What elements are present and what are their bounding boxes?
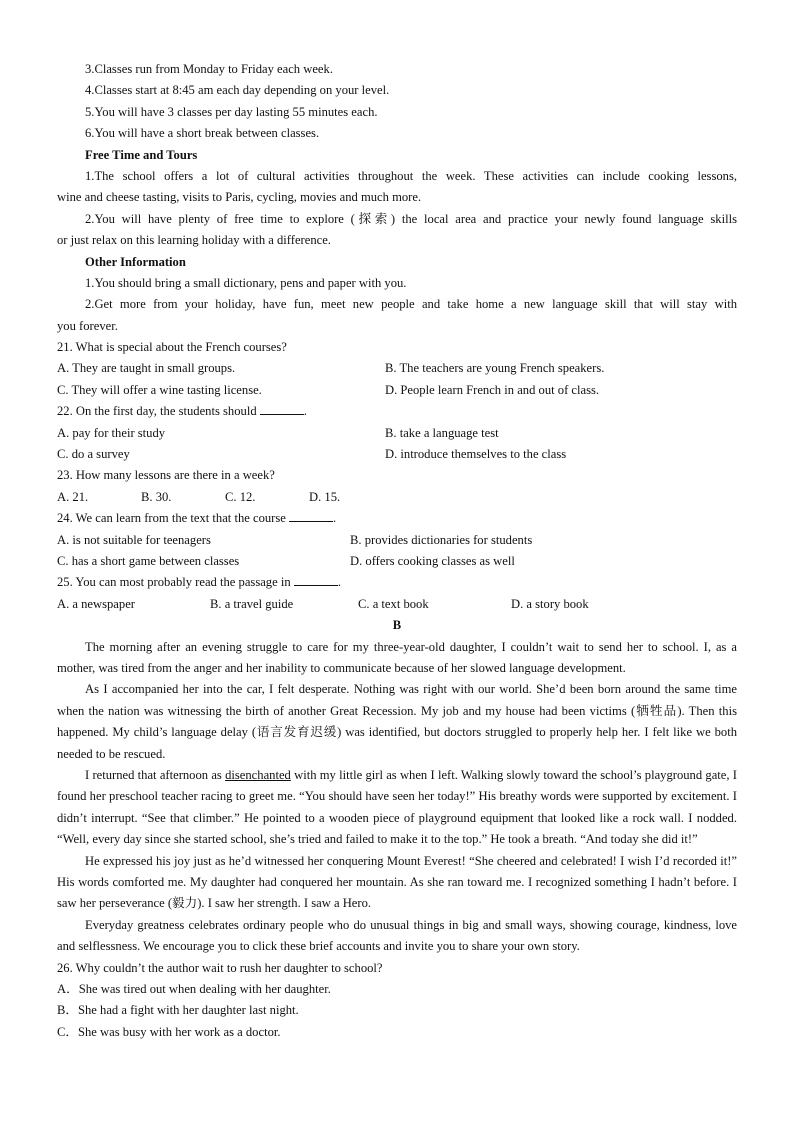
question-24-stem-text: 24. We can learn from the text that the course (57, 511, 286, 526)
class-info-line-6: 6.You will have a short break between classes. (85, 126, 320, 141)
question-22-option-a[interactable]: A. pay for their study (57, 425, 166, 440)
question-24-stem (57, 508, 737, 529)
question-23-stem: 23. How many lessons are there in a week? (57, 468, 275, 483)
question-23-option-d[interactable]: D. 15. (309, 489, 341, 504)
passage-b-paragraph-3 (57, 765, 737, 851)
question-22-stem-text: 22. On the first day, the students should (57, 404, 257, 419)
question-22-option-c[interactable]: C. do a survey (57, 447, 130, 462)
passage-b-paragraph-5: Everyday greatness celebrates ordinary people who do unusual things in big and small ways, showing courage, kindness, love and selflessness. We encourage you to click these brief accounts and invite you to share your own story. (57, 917, 737, 954)
free-time-item-2-line-2: or just relax on this learning holiday with a difference. (57, 233, 331, 248)
question-22-option-d[interactable]: D. introduce themselves to the class (385, 447, 567, 462)
question-23-option-b[interactable]: B. 30. (141, 489, 172, 504)
question-22-option-b[interactable]: B. take a language test (385, 425, 499, 440)
question-21-options-row-1 (57, 358, 737, 379)
question-24-options-row-2 (57, 551, 737, 572)
answer-blank (260, 402, 304, 415)
other-info-item-1: 1.You should bring a small dictionary, pens and paper with you. (85, 275, 407, 290)
answer-blank (289, 509, 333, 522)
question-22-stem-end: . (303, 404, 307, 419)
question-25-stem-text: 25. You can most probably read the passage in (57, 575, 291, 590)
paragraph-3-start: I returned that afternoon as (85, 767, 226, 782)
question-24-stem-end: . (333, 511, 337, 526)
question-24-option-d[interactable]: D. offers cooking classes as well (350, 553, 515, 568)
question-22-stem (57, 401, 737, 422)
other-info-heading: Other Information (85, 254, 186, 269)
question-26-option-b[interactable]: B．She had a fight with her daughter last night. (57, 1003, 299, 1018)
class-info-line-5: 5.You will have 3 classes per day lasting 55 minutes each. (85, 104, 378, 119)
question-21-option-c[interactable]: C. They will offer a wine tasting license. (57, 382, 262, 397)
question-21-stem: 21. What is special about the French courses? (57, 340, 287, 355)
question-21-option-b[interactable]: B. The teachers are young French speakers. (385, 361, 605, 376)
question-24-option-c[interactable]: C. has a short game between classes (57, 553, 240, 568)
free-time-item-2-line-1: 2.You will have plenty of free time to explore (探索) the local area and practice your newly found language skills (85, 211, 737, 226)
other-info-item-2-line-1: 2.Get more from your holiday, have fun, meet new people and take home a new language skill that will stay with (85, 297, 737, 312)
question-25-option-b[interactable]: B. a travel guide (210, 596, 294, 611)
class-info-line-3: 3.Classes run from Monday to Friday each week. (85, 62, 333, 76)
question-21-options-row-2 (57, 380, 737, 401)
question-23-option-c[interactable]: C. 12. (225, 489, 256, 504)
question-25-stem-end: . (337, 575, 341, 590)
paragraph-3-rest: with my little girl as when I left. Walking slowly toward the school’s playground gate, I found her preschool teacher racing to greet me. “You should have seen her today!” His breathy words were supported by excitement. I didn’t interrupt. “See that climber.” He pointed to a wooden piece of playground equipment that looked like a rock wall. I nodded. “Well, every day since she started school, she’s tried and failed to make it to the top.” He took a breath. “And today she did it!” (57, 767, 737, 847)
question-24-options-row-1 (57, 530, 737, 551)
question-25-stem (57, 572, 737, 593)
question-21-option-d[interactable]: D. People learn French in and out of class. (385, 382, 600, 397)
question-22-options-row-1 (57, 423, 737, 444)
question-21-option-a[interactable]: A. They are taught in small groups. (57, 361, 236, 376)
question-26-option-c[interactable]: C．She was busy with her work as a doctor. (57, 1024, 281, 1039)
free-time-item-1-line-2: wine and cheese tasting, visits to Paris, cycling, movies and much more. (57, 190, 422, 205)
passage-b-paragraph-2: As I accompanied her into the car, I felt desperate. Nothing was right with our world. She’d been born around the same time when the nation was witnessing the birth of another Great Recession. My job and my house had been victims (牺牲品). Then this happened. My child’s language delay (语言发育迟缓) was identified, but doctors struggled to properly help her. I felt like we both needed to be rescued. (57, 682, 737, 761)
question-25-option-c[interactable]: C. a text book (358, 596, 429, 611)
exam-page (57, 59, 737, 1043)
question-26-stem: 26. Why couldn’t the author wait to rush her daughter to school? (57, 960, 383, 975)
free-time-item-1-line-1: 1.The school offers a lot of cultural activities throughout the week. These activities can include cooking lessons, (85, 168, 737, 183)
question-25-option-d[interactable]: D. a story book (511, 596, 589, 611)
question-24-option-a[interactable]: A. is not suitable for teenagers (57, 532, 211, 547)
section-b-heading: B (392, 618, 402, 633)
question-23-options-row (57, 487, 737, 508)
passage-b-paragraph-4: He expressed his joy just as he’d witnessed her conquering Mount Everest! “She cheered and celebrated! I wish I’d recorded it!” His words comforted me. My daughter had conquered her mountain. As she ran toward me. I recognized something I hadn’t before. I saw her perseverance (毅力). I saw her strength. I saw a Hero. (57, 853, 737, 911)
answer-blank (294, 573, 338, 586)
question-24-option-b[interactable]: B. provides dictionaries for students (350, 532, 533, 547)
other-info-item-2-line-2: you forever. (57, 318, 118, 333)
question-25-options-row (57, 594, 737, 615)
free-time-heading: Free Time and Tours (85, 147, 198, 162)
question-22-options-row-2 (57, 444, 737, 465)
underlined-word-disenchanted: disenchanted (225, 767, 291, 782)
passage-b-paragraph-1: The morning after an evening struggle to care for my three-year-old daughter, I couldn’t wait to send her to school. I, as a mother, was tired from the anger and her inability to communicate because of her slowed language development. (57, 639, 737, 675)
question-23-option-a[interactable]: A. 21. (57, 489, 89, 504)
class-info-line-4: 4.Classes start at 8:45 am each day depending on your level. (85, 83, 390, 98)
question-26-option-a[interactable]: A．She was tired out when dealing with her daughter. (57, 982, 331, 997)
question-25-option-a[interactable]: A. a newspaper (57, 596, 135, 611)
